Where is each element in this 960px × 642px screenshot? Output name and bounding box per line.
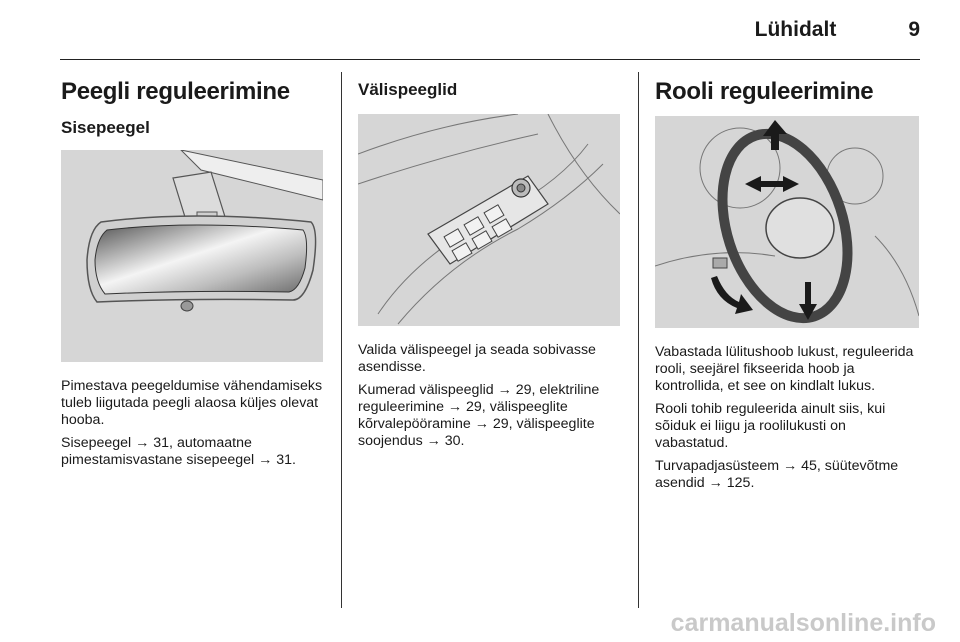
paragraph: Vabastada lülitushoob lukust, reguleerida rooli, seejärel fikseerida hoob ja kontrollida, et see on kindlalt lukus. bbox=[655, 344, 914, 394]
paragraph: Pimestava peegeldumise vähendamiseks tuleb liigutada peegli alaosa küljes olevat hooba. bbox=[61, 378, 323, 428]
paragraph: Sisepeegel → 31, automaatne pimestamisvastane sisepeegel → 31. bbox=[61, 435, 297, 468]
steering-wheel-illustration bbox=[655, 116, 919, 328]
exterior-mirror-text bbox=[358, 342, 624, 450]
paragraph: Turvapadjasüsteem → 45, süütevõtme asendid → 125. bbox=[655, 458, 899, 491]
column-exterior-mirrors bbox=[358, 68, 624, 456]
page-header bbox=[755, 14, 920, 46]
page-number: 9 bbox=[908, 18, 920, 41]
section-title-steering-adjustment: Rooli reguleerimine bbox=[655, 78, 874, 105]
interior-mirror-illustration bbox=[61, 150, 323, 362]
paragraph: Valida välispeegel ja seada sobivasse asendisse. bbox=[358, 342, 596, 375]
section-title-mirror-adjustment: Peegli reguleerimine bbox=[61, 78, 290, 105]
subsection-title-exterior-mirrors: Välispeeglid bbox=[358, 80, 458, 99]
column-divider-2 bbox=[638, 72, 639, 608]
column-steering-adjustment bbox=[655, 68, 921, 498]
paragraph: Kumerad välispeeglid → 29, elektriline reguleerimine → 29, välispeeglite kõrvalepööramine → 29, välispeeglite soojendus → 30. bbox=[358, 382, 600, 449]
exterior-mirror-controls-illustration bbox=[358, 114, 620, 326]
paragraph: Rooli tohib reguleerida ainult siis, kui sõiduk ei liigu ja roolilukusti on vabastatud. bbox=[655, 401, 886, 451]
watermark: carmanualsonline.info bbox=[670, 609, 936, 637]
header-rule bbox=[60, 59, 920, 60]
column-divider-1 bbox=[341, 72, 342, 608]
running-head: Lühidalt bbox=[754, 18, 837, 41]
interior-mirror-text bbox=[61, 378, 327, 469]
steering-adjustment-text bbox=[655, 344, 921, 492]
subsection-title-interior-mirror: Sisepeegel bbox=[61, 118, 150, 137]
column-mirror-adjustment bbox=[61, 68, 327, 475]
